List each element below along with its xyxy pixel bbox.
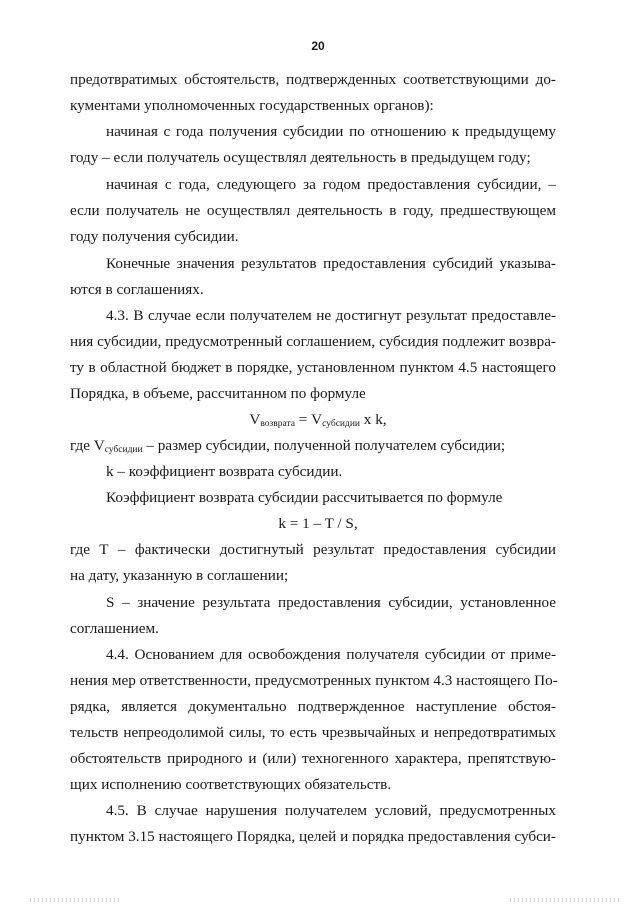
text-line: начиная с года, следующего за годом предоставления субсидии, – (106, 176, 556, 193)
text-line: обстоятельств природного и (или) техногенного характера, препятствую- (70, 750, 556, 767)
text-line: году – если получатель осуществлял деятельность в предыдущем году; (70, 149, 531, 166)
text-line: Конечные значения результатов предоставления субсидий указыва- (106, 255, 556, 272)
text-line: где Т – фактически достигнутый результат предоставления субсидии (70, 541, 556, 558)
text-line: пунктом 3.15 настоящего Порядка, целей и порядка предоставления субси- (70, 828, 556, 845)
text-line: если получатель не осуществлял деятельность в году, предшествующем (70, 202, 556, 219)
text-line: предотвратимых обстоятельств, подтвержденных соответствующими до- (70, 71, 556, 88)
text-line: тельств непреодолимой силы, то есть чрезвычайных и непредотвратимых (70, 724, 556, 741)
text-line: щих исполнению соответствующих обязательств. (70, 776, 392, 793)
text-line: ту в областной бюджет в порядке, установленном пунктом 4.5 настоящего (70, 359, 556, 376)
text-line: Коэффициент возврата субсидии рассчитывается по формуле (106, 489, 503, 506)
text-line: на дату, указанную в соглашении; (70, 567, 289, 584)
page-number: 20 (311, 39, 325, 53)
text-line: году получения субсидии. (70, 228, 239, 245)
text-line: ются в соглашениях. (70, 281, 204, 298)
text-line: нения мер ответственности, предусмотренных пунктом 4.3 настоящего По- (70, 672, 558, 689)
text-line: ния субсидии, предусмотренный соглашением, субсидия подлежит возвра- (70, 333, 556, 350)
formula-refund: $V_{возврата} = V_{субсидии}$ x k, (249, 411, 387, 429)
text-line: 4.5. В случае нарушения получателем условий, предусмотренных (106, 802, 556, 819)
text-line: соглашением. (70, 620, 159, 637)
text-line: k – коэффициент возврата субсидии. (106, 463, 343, 480)
text-line: 4.3. В случае если получателем не достигнут результат предоставле- (106, 307, 556, 324)
text-line: кументами уполномоченных государственных органов): (70, 97, 434, 114)
text-line: Порядка, в объеме, рассчитанном по формуле (70, 385, 366, 402)
text-line: 4.4. Основанием для освобождения получателя субсидии от приме- (106, 646, 556, 663)
text-line: S – значение результата предоставления субсидии, установленное (106, 594, 556, 611)
formula-coefficient: k = 1 – T / S, (278, 515, 358, 532)
scan-artifact (510, 898, 620, 902)
text-line: начиная с года получения субсидии по отношению к предыдущему (106, 123, 556, 140)
text-line: рядка, является документально подтвержденное наступление обстоя- (70, 698, 556, 715)
text-line: где $V_{субсидии}$ – размер субсидии, полученной получателем субсидии; (70, 437, 506, 455)
scan-artifact (30, 898, 120, 902)
